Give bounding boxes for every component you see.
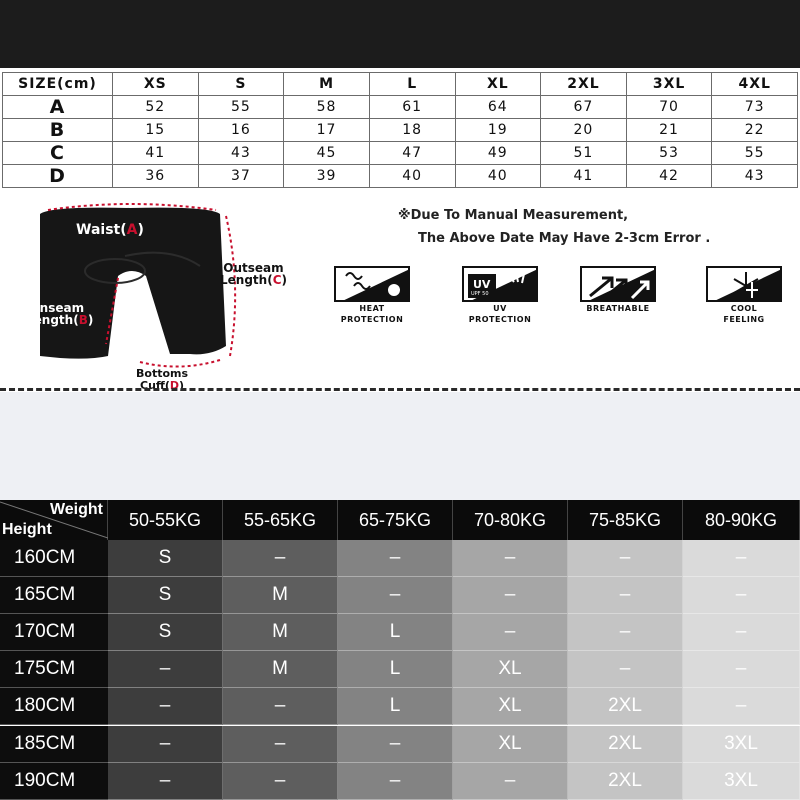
size-cell: 47 [369, 142, 455, 165]
hw-row [0, 688, 800, 725]
size-corner-label: SIZE(cm) [3, 73, 113, 96]
uv-protection-icon [462, 266, 538, 302]
size-recommendation-cell: – [683, 577, 800, 614]
size-recommendation-cell: – [568, 651, 683, 688]
size-recommendation-cell: 3XL [683, 726, 800, 763]
shorts-illustration [20, 196, 320, 396]
feature-caption-line2: PROTECTION [340, 315, 404, 324]
size-cell: 41 [541, 165, 627, 188]
size-recommendation-cell: – [338, 577, 453, 614]
size-recommendation-cell: S [108, 614, 223, 651]
size-recommendation-cell: XL [453, 726, 568, 763]
size-cell: 18 [369, 119, 455, 142]
size-cell: 20 [541, 119, 627, 142]
size-cell: 58 [284, 96, 370, 119]
size-recommendation-cell: – [108, 651, 223, 688]
size-recommendation-cell: – [453, 763, 568, 800]
size-cell: 55 [712, 142, 798, 165]
size-col-header: 3XL [626, 73, 712, 96]
size-recommendation-cell: – [108, 688, 223, 725]
measurement-note-line1: ※Due To Manual Measurement, [398, 208, 629, 223]
size-col-header: L [369, 73, 455, 96]
weight-col-header: 70-80KG [453, 500, 568, 540]
breathable-icon [580, 266, 656, 302]
height-row-label: 160CM [0, 540, 108, 577]
size-recommendation-cell: XL [453, 651, 568, 688]
cool-feeling-icon [706, 266, 782, 302]
size-recommendation-cell: L [338, 614, 453, 651]
feature-uv-protection [454, 266, 546, 324]
size-row [3, 165, 798, 188]
hw-row [0, 763, 800, 800]
size-cell: 53 [626, 142, 712, 165]
size-cell: 43 [712, 165, 798, 188]
hw-row [0, 726, 800, 763]
feature-caption-line2: FEELING [723, 315, 765, 324]
size-recommendation-cell: – [683, 688, 800, 725]
size-recommendation-cell: – [223, 726, 338, 763]
uv-badge-sub: UPF 50 [471, 291, 489, 297]
size-cell: 22 [712, 119, 798, 142]
size-cell: 43 [198, 142, 284, 165]
size-cell: 61 [369, 96, 455, 119]
height-row-label: 175CM [0, 651, 108, 688]
feature-caption-line2: PROTECTION [468, 315, 532, 324]
size-col-header: S [198, 73, 284, 96]
feature-heat-protection [326, 266, 418, 324]
size-cell: 52 [113, 96, 199, 119]
size-row [3, 142, 798, 165]
hw-row [0, 577, 800, 614]
weight-col-header: 80-90KG [683, 500, 800, 540]
inseam-label [26, 302, 93, 326]
size-row [3, 119, 798, 142]
size-recommendation-cell: L [338, 688, 453, 725]
height-weight-table [0, 500, 800, 800]
inseam-letter: B [78, 313, 88, 327]
size-recommendation-cell: M [223, 614, 338, 651]
height-row-label: 190CM [0, 763, 108, 800]
bottoms-close: ) [178, 379, 185, 392]
outseam-label [220, 262, 287, 286]
size-col-header: 4XL [712, 73, 798, 96]
weight-col-header: 65-75KG [338, 500, 453, 540]
waist-letter: A [126, 222, 138, 238]
outseam-line2: Length( [220, 273, 273, 287]
hw-header-row [0, 500, 800, 540]
weight-col-header: 75-85KG [568, 500, 683, 540]
spacer-band [0, 392, 800, 500]
size-cell: 41 [113, 142, 199, 165]
size-recommendation-cell: S [108, 577, 223, 614]
measurement-note-line2: The Above Date May Have 2-3cm Error . [418, 231, 711, 246]
size-recommendation-cell: 2XL [568, 763, 683, 800]
size-recommendation-cell: – [568, 540, 683, 577]
height-axis-label: Height [2, 521, 52, 538]
feature-cool-feeling [698, 266, 790, 324]
size-recommendation-cell: – [453, 540, 568, 577]
size-recommendation-cell: – [683, 614, 800, 651]
hw-corner-cell [0, 500, 108, 540]
height-row-label: 185CM [0, 726, 108, 763]
waist-label [76, 224, 144, 236]
height-row-label: 180CM [0, 688, 108, 725]
waist-label-text: Waist( [76, 222, 127, 238]
size-recommendation-cell: – [223, 688, 338, 725]
size-cell: 16 [198, 119, 284, 142]
height-row-label: 170CM [0, 614, 108, 651]
size-recommendation-cell: L [338, 651, 453, 688]
size-cell: 37 [198, 165, 284, 188]
size-row-label: D [3, 165, 113, 188]
size-recommendation-cell: – [568, 577, 683, 614]
section-divider [0, 388, 800, 391]
feature-caption-line1: HEAT [359, 304, 385, 313]
size-recommendation-cell: – [223, 763, 338, 800]
outseam-close: ) [281, 273, 287, 287]
size-chart-table [2, 72, 798, 188]
size-recommendation-cell: – [453, 577, 568, 614]
size-recommendation-cell: XL [453, 688, 568, 725]
size-recommendation-cell: – [683, 540, 800, 577]
size-recommendation-cell: 3XL [683, 763, 800, 800]
size-cell: 15 [113, 119, 199, 142]
size-cell: 51 [541, 142, 627, 165]
feature-breathable [572, 266, 664, 313]
size-recommendation-cell: M [223, 651, 338, 688]
size-cell: 42 [626, 165, 712, 188]
size-row-label: C [3, 142, 113, 165]
height-row-label: 165CM [0, 577, 108, 614]
heat-protection-icon [334, 266, 410, 302]
weight-col-header: 50-55KG [108, 500, 223, 540]
size-cell: 19 [455, 119, 541, 142]
weight-col-header: 55-65KG [223, 500, 338, 540]
size-col-header: 2XL [541, 73, 627, 96]
size-row [3, 96, 798, 119]
size-recommendation-cell: – [108, 763, 223, 800]
inseam-line1: Inseam [35, 301, 85, 315]
size-recommendation-cell: – [223, 540, 338, 577]
feature-caption-line1: COOL [730, 304, 758, 313]
size-col-header: XS [113, 73, 199, 96]
size-cell: 64 [455, 96, 541, 119]
inseam-close: ) [87, 313, 94, 327]
size-recommendation-cell: – [338, 540, 453, 577]
size-cell: 70 [626, 96, 712, 119]
size-cell: 17 [284, 119, 370, 142]
size-row-label: B [3, 119, 113, 142]
outseam-line1: Outseam [223, 261, 284, 275]
bottoms-line1: Bottoms [136, 367, 189, 380]
hw-row [0, 614, 800, 651]
size-cell: 21 [626, 119, 712, 142]
size-recommendation-cell: – [108, 726, 223, 763]
bottoms-line2: Cuff( [140, 379, 170, 392]
measurement-diagram [20, 196, 320, 396]
weight-axis-label: Weight [49, 501, 103, 518]
size-cell: 73 [712, 96, 798, 119]
size-cell: 49 [455, 142, 541, 165]
size-cell: 67 [541, 96, 627, 119]
size-col-header: M [284, 73, 370, 96]
size-row-label: A [3, 96, 113, 119]
size-recommendation-cell: S [108, 540, 223, 577]
feature-caption-line1: BREATHABLE [586, 304, 650, 313]
hw-row [0, 651, 800, 688]
inseam-line2: Length( [26, 313, 79, 327]
size-cell: 39 [284, 165, 370, 188]
size-cell: 40 [455, 165, 541, 188]
size-recommendation-cell: 2XL [568, 688, 683, 725]
bottoms-letter: D [169, 379, 179, 392]
size-recommendation-cell: – [338, 763, 453, 800]
size-recommendation-cell: M [223, 577, 338, 614]
size-recommendation-cell: – [338, 726, 453, 763]
size-recommendation-cell: – [683, 651, 800, 688]
feature-caption-line1: UV [493, 304, 507, 313]
size-cell: 40 [369, 165, 455, 188]
size-cell: 55 [198, 96, 284, 119]
size-cell: 45 [284, 142, 370, 165]
size-recommendation-cell: – [453, 614, 568, 651]
size-col-header: XL [455, 73, 541, 96]
size-header-row [3, 73, 798, 96]
top-dark-band [0, 0, 800, 68]
outseam-letter: C [272, 273, 282, 287]
size-recommendation-cell: – [568, 614, 683, 651]
waist-close: ) [137, 222, 144, 238]
size-recommendation-cell: 2XL [568, 726, 683, 763]
hw-row [0, 540, 800, 577]
size-cell: 36 [113, 165, 199, 188]
uv-badge-text: UV [473, 278, 491, 291]
